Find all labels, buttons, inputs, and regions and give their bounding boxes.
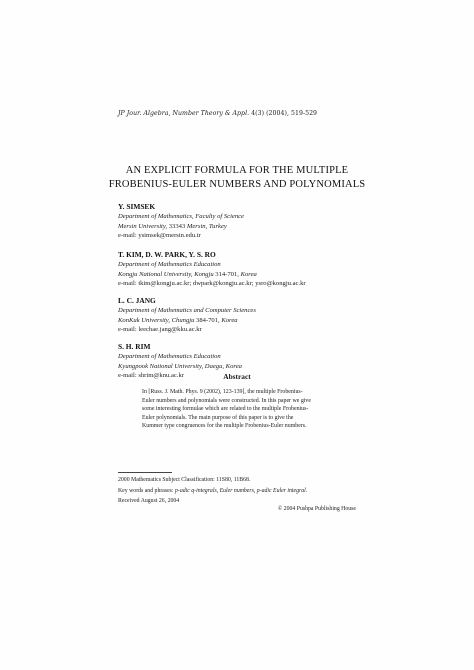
author-postcode: 384-701, (196, 316, 220, 324)
author-university: Kongju National University, Kongju (118, 270, 214, 278)
author-name: Y. SIMSEK (118, 202, 156, 211)
received-date: Received August 26, 2004 (118, 498, 180, 504)
abstract-text (142, 388, 354, 431)
author-department: Department of Mathematics Education (118, 353, 221, 360)
author-postcode: 314-701, (215, 270, 239, 278)
paper-title-line-2: FROBENIUS-EULER NUMBERS AND POLYNOMIALS (108, 179, 366, 190)
author-university: KonKuk University, Chungju (118, 316, 195, 324)
author-name: S. H. RIM (118, 342, 151, 351)
abstract-line: Euler numbers and polynomials were constructed. In this paper we give (142, 397, 311, 404)
author-address (118, 222, 244, 232)
footnote-divider (118, 472, 172, 473)
journal-name: JP Jour. Algebra, Number Theory & Appl. (118, 110, 250, 117)
abstract-line: Kummer type congruences for the multiple Frobenius-Euler numbers. (142, 423, 307, 430)
author-address (118, 270, 306, 280)
author-city: Korea (221, 316, 238, 324)
keywords-line (118, 487, 307, 495)
author-university: Mersin University, (118, 222, 168, 230)
author-block-1 (118, 202, 244, 241)
author-name: L. C. JANG (118, 296, 156, 305)
journal-reference (118, 110, 317, 117)
keywords-label: Key words and phrases: (118, 488, 174, 494)
author-block-3 (118, 296, 256, 335)
copyright-notice: © 2004 Pushpa Publishing House (277, 506, 356, 512)
author-city: Mersin, Turkey (186, 222, 227, 230)
abstract-line: Euler polynomials. The main purpose of this paper is to give the (142, 414, 294, 421)
author-postcode: 33343 (168, 222, 186, 230)
author-department: Department of Mathematics and Computer Sciences (118, 307, 256, 314)
author-email: e-mail: ysimsek@mersin.edu.tr (118, 232, 201, 240)
journal-volume: 4(3) (2004), 519-529 (251, 110, 318, 117)
paper-title-line-1: AN EXPLICIT FORMULA FOR THE MULTIPLE (125, 165, 349, 176)
author-email: e-mail: shrim@knu.ac.kr (118, 372, 184, 380)
author-name: T. KIM, D. W. PARK, Y. S. RO (118, 250, 216, 259)
author-city: Korea (240, 270, 257, 278)
author-department: Department of Mathematics Education (118, 261, 221, 268)
abstract-line: In [Russ. J. Math. Phys. 9 (2002), 123-139], the multiple Frobenius- (142, 389, 303, 395)
author-block-2 (118, 250, 306, 289)
keywords-text: p-adic q-integrals, Euler numbers, p-adic Euler integral. (175, 488, 308, 494)
author-department: Department of Mathematics, Faculty of Science (118, 213, 244, 220)
author-university: Kyungpook National University, Daegu, Korea (118, 362, 242, 370)
abstract-line: some interesting formulae which are related to the multiple Frobenius- (142, 406, 309, 413)
abstract-heading: Abstract (223, 372, 251, 381)
author-email: e-mail: tkim@kongju.ac.kr; dwpark@kongju.ac.kr; ysro@kongju.ac.kr (118, 280, 306, 288)
author-email: e-mail: leechae.jang@kku.ac.kr (118, 326, 202, 334)
msc-classification: 2000 Mathematics Subject Classification: 11S80, 11B68. (118, 477, 251, 483)
author-address (118, 316, 256, 326)
